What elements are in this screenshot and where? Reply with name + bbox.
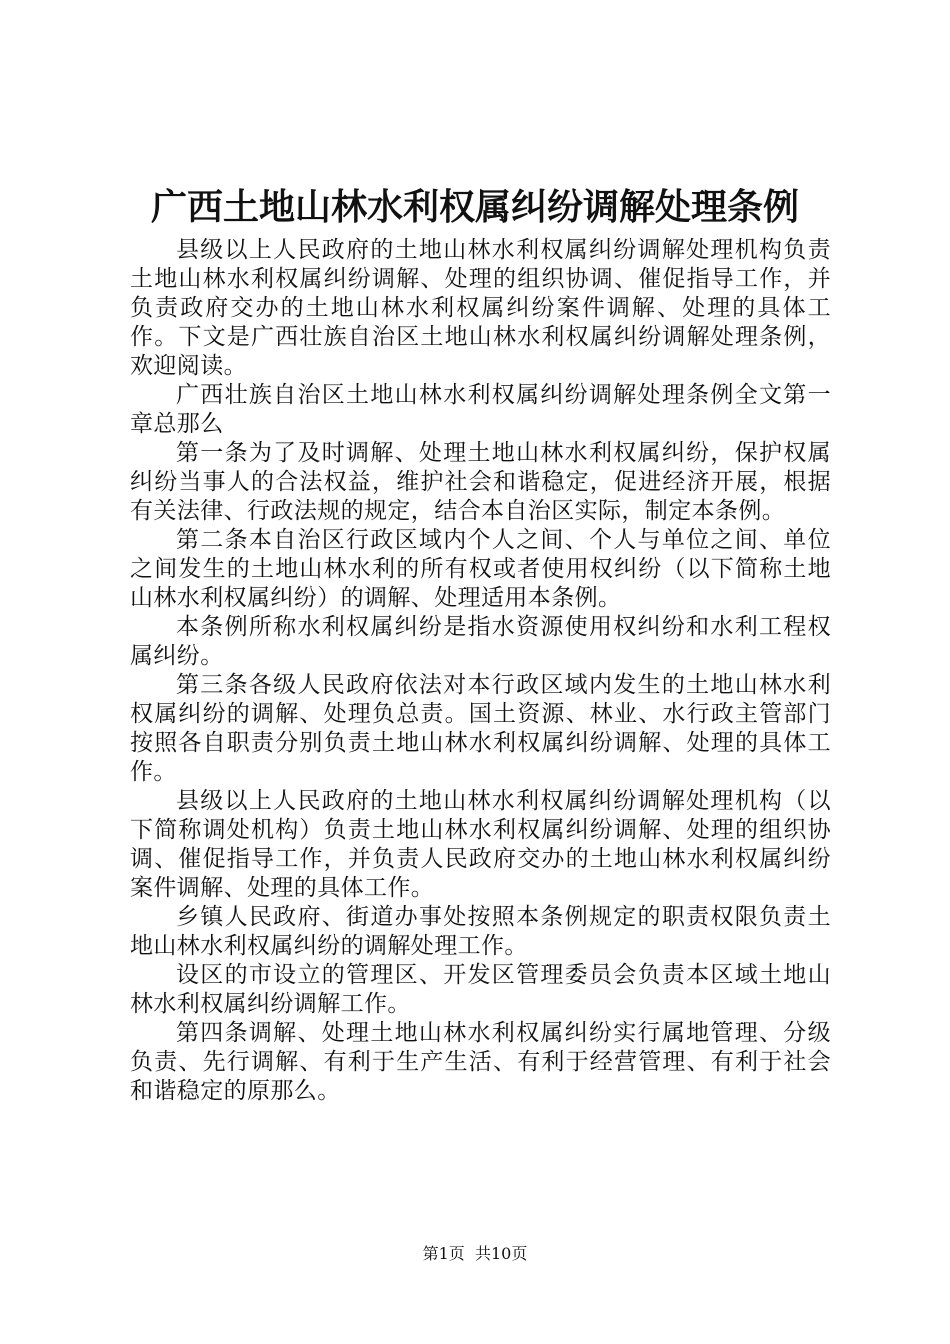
document-title: 广西土地山林水利权属纠纷调解处理条例 <box>150 187 799 228</box>
paragraph-article-3-county: 县级以上人民政府的土地山林水利权属纠纷调解处理机构（以下简称调处机构）负责土地山林水利权属纠纷调解、处理的组织协调、催促指导工作，并负责人民政府交办的土地山林水利权属纠纷案件调解、处理的具体工作。 <box>130 788 831 901</box>
page-total: 共10页 <box>474 1244 528 1263</box>
paragraph-article-2-note: 本条例所称水利权属纠纷是指水资源使用权纠纷和水利工程权属纠纷。 <box>130 614 831 669</box>
paragraph-chapter-heading: 广西壮族自治区土地山林水利权属纠纷调解处理条例全文第一章总那么 <box>130 382 831 437</box>
paragraph-article-4: 第四条调解、处理土地山林水利权属纠纷实行属地管理、分级负责、先行调解、有利于生产生活、有利于经营管理、有利于社会和谐稳定的原那么。 <box>130 1020 831 1104</box>
paragraph-article-3-district: 设区的市设立的管理区、开发区管理委员会负责本区域土地山林水利权属纠纷调解工作。 <box>130 962 831 1017</box>
paragraph-article-3-township: 乡镇人民政府、街道办事处按照本条例规定的职责权限负责土地山林水利权属纠纷的调解处理工作。 <box>130 904 831 959</box>
paragraph-article-3: 第三条各级人民政府依法对本行政区域内发生的土地山林水利权属纠纷的调解、处理负总责。国土资源、林业、水行政主管部门按照各自职责分别负责土地山林水利权属纠纷调解、处理的具体工作。 <box>130 672 831 785</box>
document-body <box>130 236 831 1106</box>
page-number: 第1页 <box>422 1244 465 1263</box>
paragraph-article-1: 第一条为了及时调解、处理土地山林水利权属纠纷，保护权属纠纷当事人的合法权益，维护社会和谐稳定，促进经济开展，根据有关法律、行政法规的规定，结合本自治区实际，制定本条例。 <box>130 440 831 524</box>
paragraph-article-2: 第二条本自治区行政区域内个人之间、个人与单位之间、单位之间发生的土地山林水利的所有权或者使用权纠纷（以下简称土地山林水利权属纠纷）的调解、处理适用本条例。 <box>130 527 831 611</box>
paragraph-intro: 县级以上人民政府的土地山林水利权属纠纷调解处理机构负责土地山林水利权属纠纷调解、处理的组织协调、催促指导工作，并负责政府交办的土地山林水利权属纠纷案件调解、处理的具体工作。下文是广西壮族自治区土地山林水利权属纠纷调解处理条例，欢迎阅读。 <box>130 237 831 379</box>
page-footer <box>0 1243 950 1265</box>
